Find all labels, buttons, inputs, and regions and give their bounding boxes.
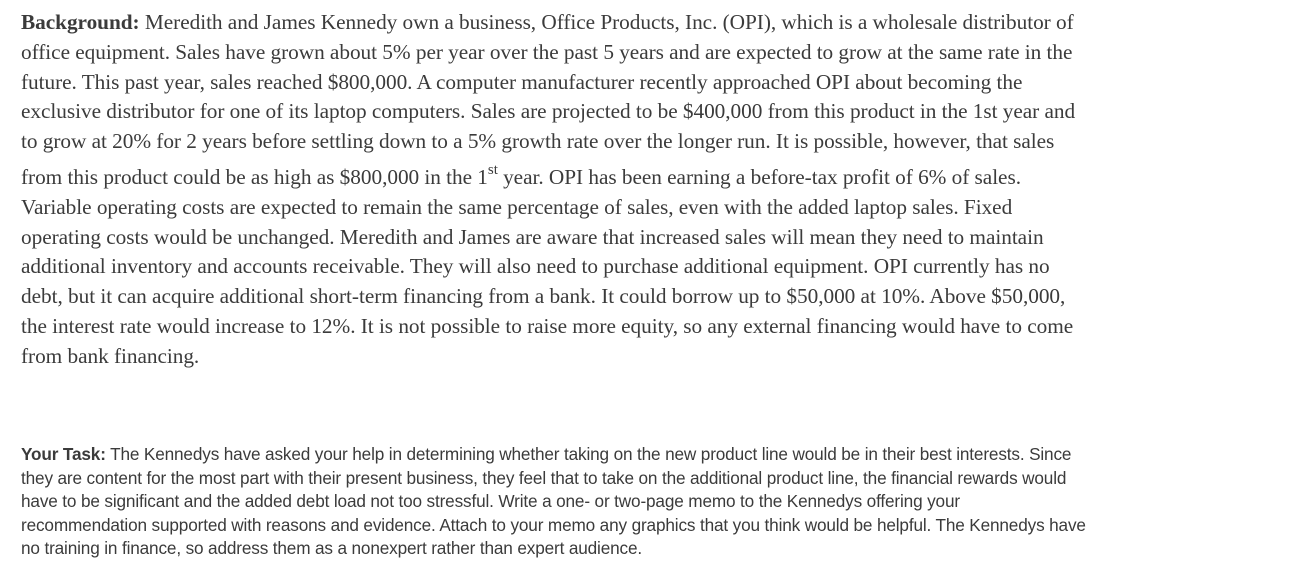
- background-line-9: additional inventory and accounts receivable. They will also need to purchase additional equipment. OPI currently has no: [21, 254, 1050, 279]
- background-line-1: Background: Meredith and James Kennedy own a business, Office Products, Inc. (OPI), which is a wholesale distributor of: [21, 10, 1074, 34]
- task-paragraph: [21, 443, 1283, 561]
- background-line-11: the interest rate would increase to 12%. It is not possible to raise more equity, so any external financing would have to come: [21, 313, 1074, 338]
- background-line-7: Variable operating costs are expected to remain the same percentage of sales, even with the added laptop sales. Fixed: [21, 194, 1013, 219]
- background-paragraph: [21, 8, 1283, 372]
- task-line-5: no training in finance, so address them as a nonexpert rather than expert audience.: [21, 538, 643, 558]
- background-line-10: debt, but it can acquire additional short-term financing from a bank. It could borrow up to $50,000 at 10%. Above $50,000,: [21, 284, 1066, 309]
- ordinal-superscript: st: [487, 161, 498, 178]
- task-line-2: they are content for the most part with their present business, they feel that to take on the additional product line, the financial rewards would: [21, 467, 1067, 488]
- task-line-1: Your Task: The Kennedys have asked your help in determining whether taking on the new product line would be in their best interests. Since: [21, 444, 1072, 464]
- task-label: Your Task:: [21, 444, 106, 464]
- background-line-6: from this product could be as high as $800,000 in the 1st year. OPI has been earning a before-tax profit of 6% of sales.: [21, 161, 1021, 189]
- background-line-3: future. This past year, sales reached $800,000. A computer manufacturer recently approached OPI about becoming the: [21, 69, 1023, 94]
- background-line-12: from bank financing.: [21, 343, 200, 368]
- background-line-4: exclusive distributor for one of its laptop computers. Sales are projected to be $400,000 from this product in the 1st year and: [21, 99, 1076, 124]
- background-label: Background:: [21, 10, 140, 34]
- task-line-4: recommendation supported with reasons and evidence. Attach to your memo any graphics that you think would be helpful. The Kennedys have: [21, 514, 1086, 535]
- background-line-2: office equipment. Sales have grown about 5% per year over the past 5 years and are expected to grow at the same rate in the: [21, 39, 1073, 64]
- task-line-3: have to be significant and the added debt load not too stressful. Write a one- or two-page memo to the Kennedys offering your: [21, 491, 960, 511]
- background-line-5: to grow at 20% for 2 years before settling down to a 5% growth rate over the longer run. It is possible, however, that sales: [21, 129, 1055, 154]
- background-line-8: operating costs would be unchanged. Meredith and James are aware that increased sales will mean they need to maintain: [21, 224, 1044, 249]
